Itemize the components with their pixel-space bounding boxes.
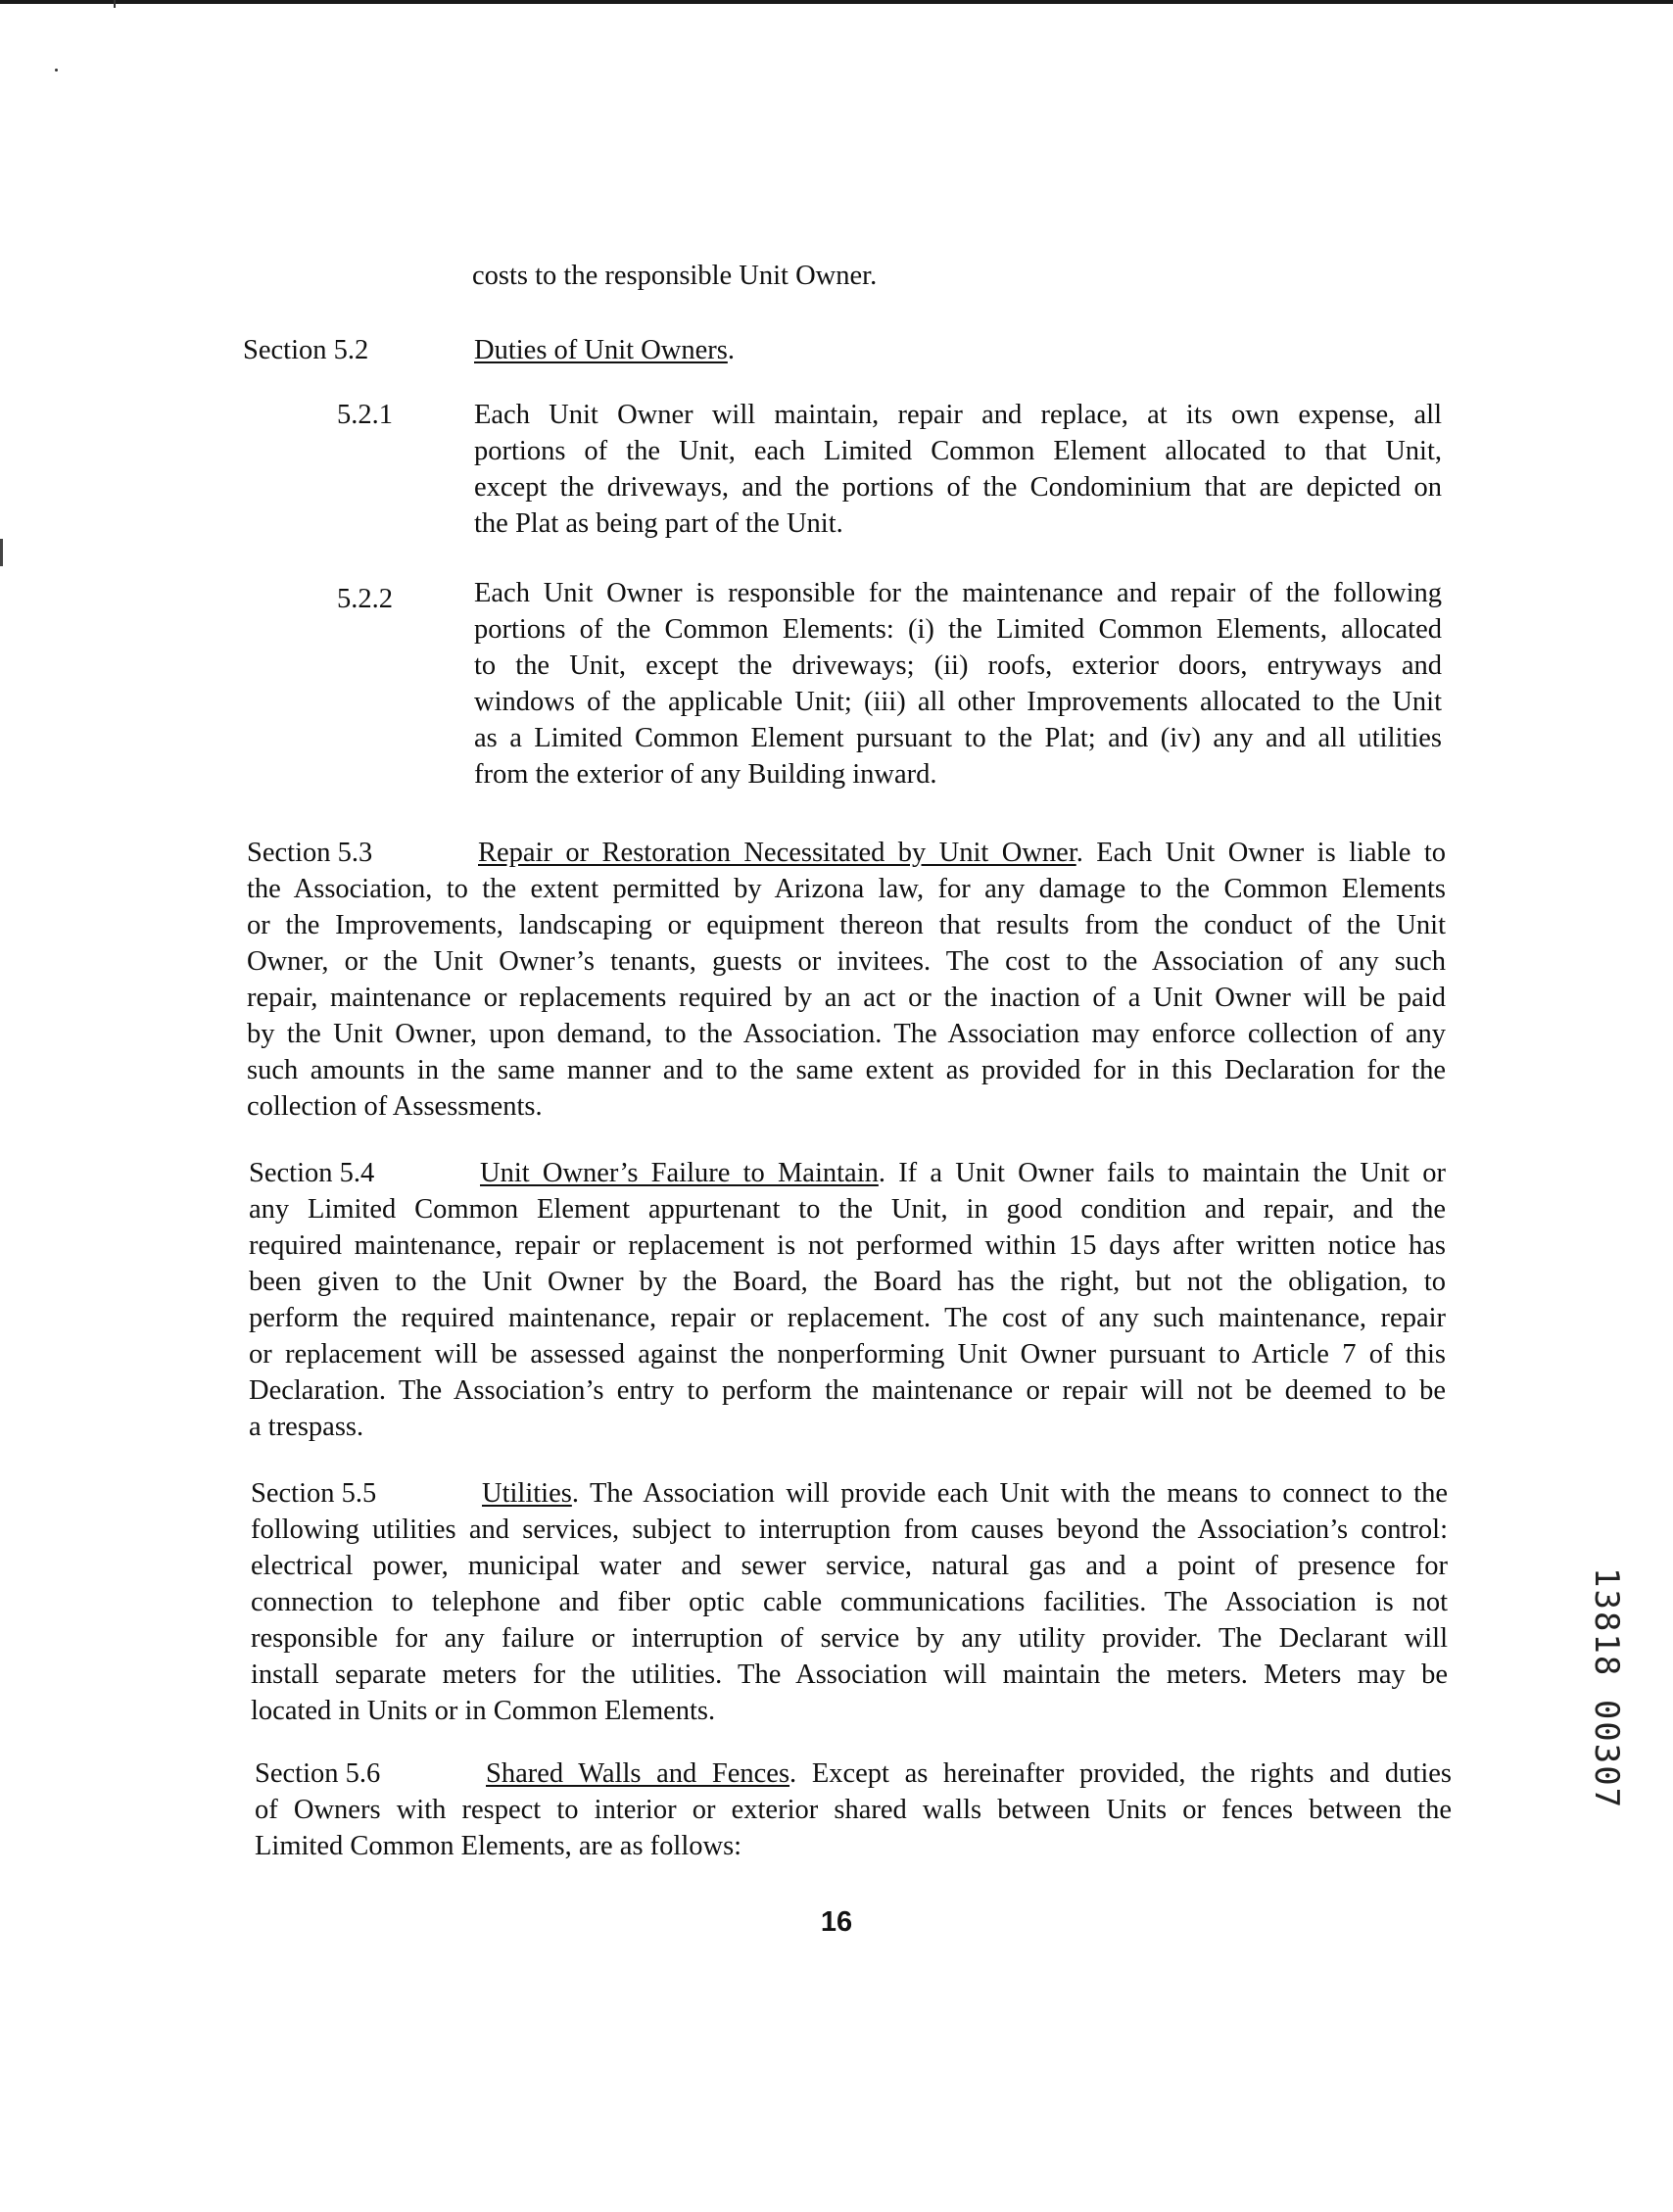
section-5-5-lead: . The Association will provide each Unit with the means to connect to the (571, 1478, 1448, 1509)
text-line: Each Unit Owner will maintain, repair and replace, at its own expense, all (474, 400, 1442, 430)
page-number: 16 (820, 1906, 853, 1938)
text-line: Limited Common Elements, are as follows: (255, 1831, 742, 1861)
text-line: repair, maintenance or replacements required by an act or the inaction of a Unit Owner will be paid (247, 983, 1446, 1013)
scan-speck (55, 69, 58, 72)
recording-stamp-text: 13818 00307 (1587, 1567, 1626, 1810)
recording-stamp (1587, 1567, 1655, 1851)
scan-speck (114, 0, 116, 8)
section-5-3-title: Repair or Restoration Necessitated by Unit Owner (478, 838, 1076, 868)
section-5-6-label: Section 5.6 (255, 1758, 381, 1789)
section-5-5 (251, 1475, 1448, 1729)
section-5-2-title: Duties of Unit Owners (474, 335, 728, 365)
text-line: collection of Assessments. (247, 1091, 543, 1122)
continuation-text: costs to the responsible Unit Owner. (472, 261, 878, 291)
text-line: the Association, to the extent permitted by Arizona law, for any damage to the Common Elements (247, 874, 1446, 904)
text-line: portions of the Unit, each Limited Common Element allocated to that Unit, (474, 436, 1442, 466)
section-5-4 (249, 1155, 1446, 1445)
section-5-3-lead: . Each Unit Owner is liable to (1076, 838, 1446, 868)
text-line: to the Unit, except the driveways; (ii) roofs, exterior doors, entryways and (474, 650, 1442, 681)
section-5-4-heading-line (480, 1155, 1446, 1191)
section-5-6-first-line (255, 1755, 1452, 1792)
section-5-4-label: Section 5.4 (249, 1158, 375, 1188)
text-line: required maintenance, repair or replacement is not performed within 15 days after written notice has (249, 1230, 1446, 1261)
item-5-2-2-number: 5.2.2 (337, 584, 393, 614)
text-line: of Owners with respect to interior or exterior shared walls between Units or fences between the (255, 1795, 1452, 1825)
section-5-5-first-line (251, 1475, 1448, 1512)
section-5-2-label: Section 5.2 (243, 335, 369, 365)
text-line: install separate meters for the utilities. The Association will maintain the meters. Meters may be (251, 1659, 1448, 1690)
text-line: a trespass. (249, 1412, 364, 1442)
text-line: connection to telephone and fiber optic cable communications facilities. The Association is not (251, 1587, 1448, 1617)
text-line: located in Units or in Common Elements. (251, 1696, 716, 1726)
scan-edge-mark (0, 539, 3, 566)
text-line: been given to the Unit Owner by the Board, the Board has the right, but not the obligation, to (249, 1267, 1446, 1297)
text-line: the Plat as being part of the Unit. (474, 508, 843, 539)
text-line: or replacement will be assessed against the nonperforming Unit Owner pursuant to Article 7 of this (249, 1339, 1446, 1370)
section-5-3 (247, 835, 1446, 1125)
section-5-3-first-line (247, 835, 1446, 871)
text-line: any Limited Common Element appurtenant to the Unit, in good condition and repair, and the (249, 1194, 1446, 1225)
text-line: Declaration. The Association’s entry to perform the maintenance or repair will not be deemed to be (249, 1375, 1446, 1406)
text-line: windows of the applicable Unit; (iii) all other Improvements allocated to the Unit (474, 687, 1442, 717)
section-5-4-title: Unit Owner’s Failure to Maintain (480, 1158, 879, 1188)
section-5-3-label: Section 5.3 (247, 838, 373, 868)
text-line: portions of the Common Elements: (i) the Limited Common Elements, allocated (474, 614, 1442, 645)
section-5-5-title: Utilities (482, 1478, 572, 1509)
section-5-6 (255, 1755, 1452, 1864)
text-line: or the Improvements, landscaping or equipment thereon that results from the conduct of the Unit (247, 910, 1446, 940)
text-line: such amounts in the same manner and to the same extent as provided for in this Declaration for the (247, 1055, 1446, 1085)
section-5-6-heading-line (486, 1755, 1452, 1792)
scan-border (0, 0, 1673, 4)
text-line: except the driveways, and the portions of the Condominium that are depicted on (474, 472, 1442, 503)
section-5-6-lead: . Except as hereinafter provided, the rights and duties (789, 1758, 1452, 1789)
section-5-6-title: Shared Walls and Fences (486, 1758, 790, 1789)
section-5-2-heading (474, 333, 735, 368)
section-5-2-period: . (727, 335, 735, 365)
item-5-2-1-text (474, 397, 1442, 542)
text-line: from the exterior of any Building inward. (474, 759, 937, 790)
text-line: Owner, or the Unit Owner’s tenants, guests or invitees. The cost to the Association of any such (247, 946, 1446, 977)
section-5-3-heading-line (478, 835, 1446, 871)
text-line: responsible for any failure or interruption of service by any utility provider. The Declarant will (251, 1623, 1448, 1654)
section-5-5-heading-line (482, 1475, 1448, 1512)
item-5-2-1-number: 5.2.1 (337, 400, 393, 430)
text-line: by the Unit Owner, upon demand, to the Association. The Association may enforce collection of any (247, 1019, 1446, 1049)
text-line: as a Limited Common Element pursuant to the Plat; and (iv) any and all utilities (474, 723, 1442, 753)
section-5-5-label: Section 5.5 (251, 1478, 377, 1509)
item-5-2-2-text (474, 575, 1442, 793)
text-line: following utilities and services, subject to interruption from causes beyond the Association’s control: (251, 1515, 1448, 1545)
text-line: electrical power, municipal water and sewer service, natural gas and a point of presence for (251, 1551, 1448, 1581)
section-5-4-lead: . If a Unit Owner fails to maintain the Unit or (878, 1158, 1446, 1188)
section-5-4-first-line (249, 1155, 1446, 1191)
text-line: perform the required maintenance, repair or replacement. The cost of any such maintenance, repair (249, 1303, 1446, 1333)
text-line: Each Unit Owner is responsible for the maintenance and repair of the following (474, 578, 1442, 608)
